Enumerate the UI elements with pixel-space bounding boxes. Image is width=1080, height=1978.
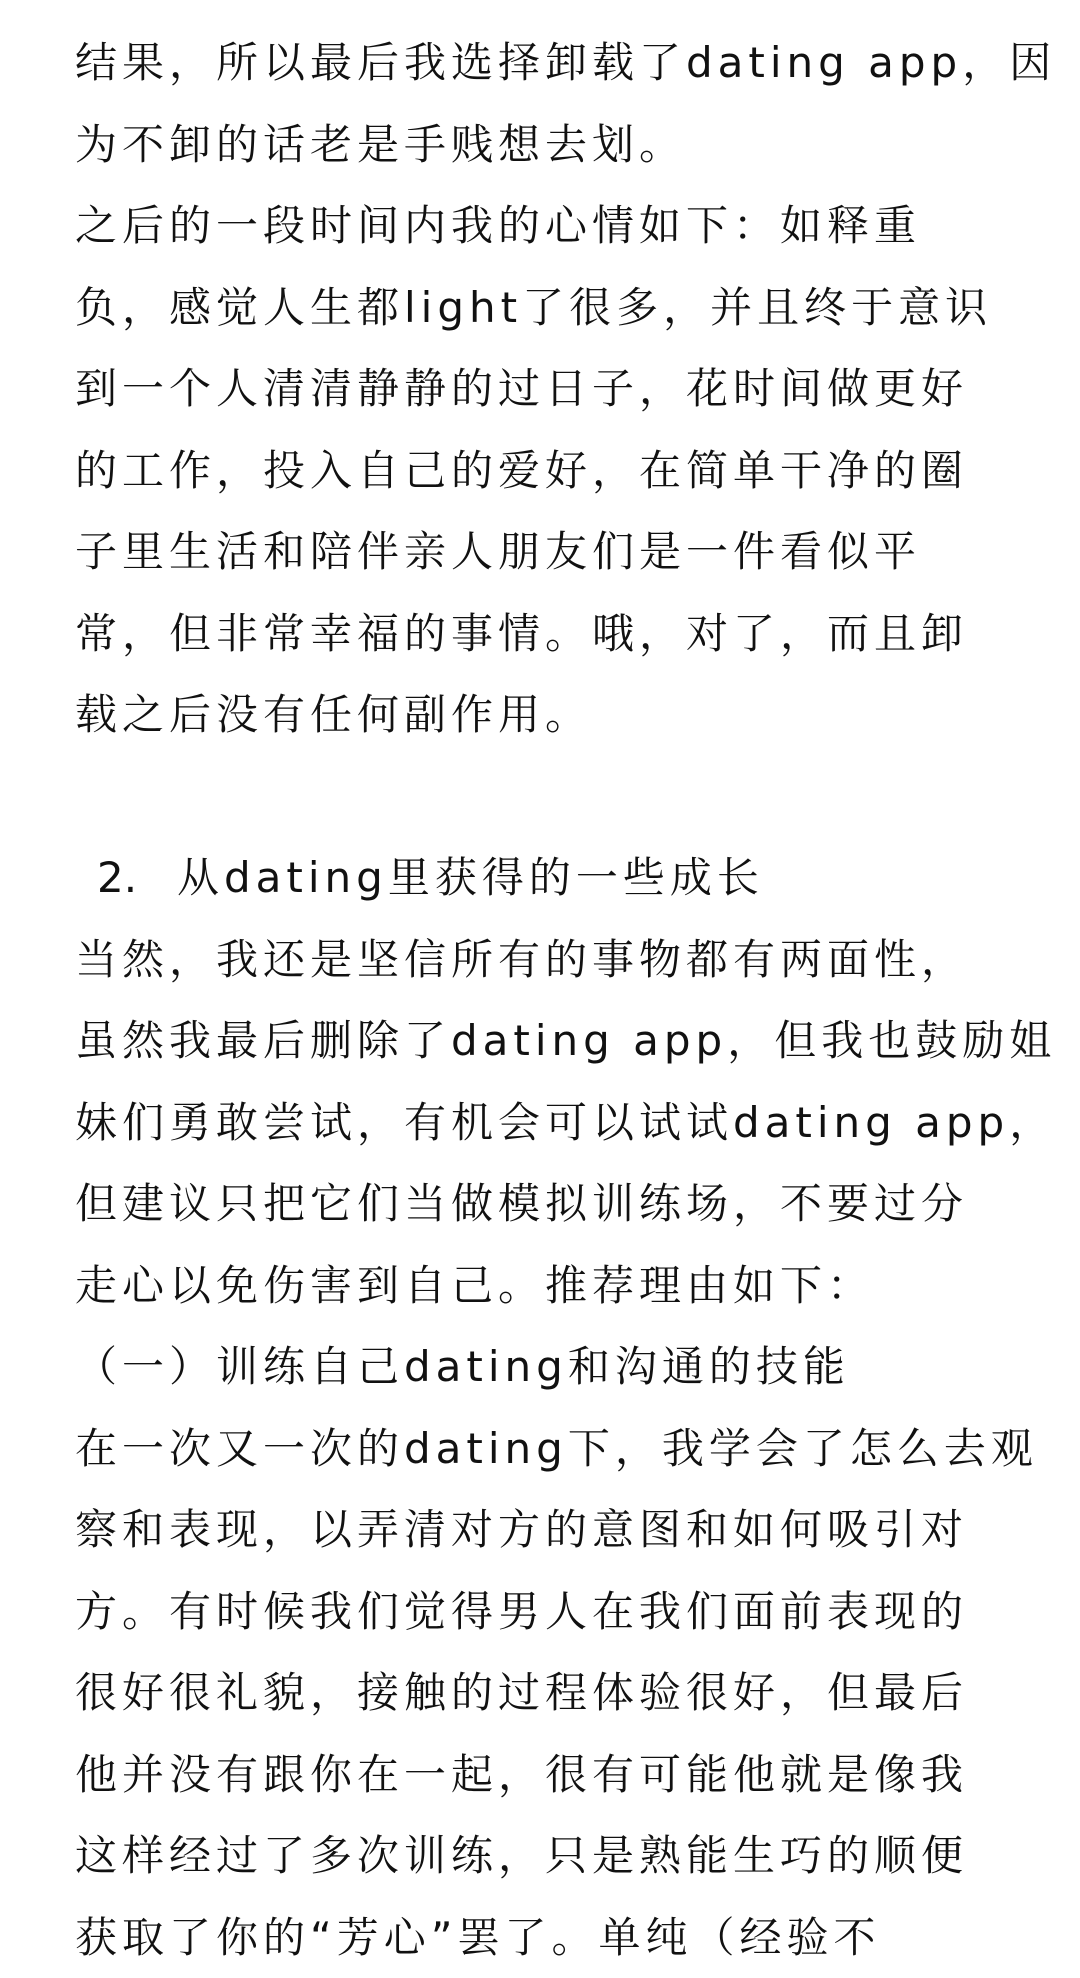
text-line: 当然，我还是坚信所有的事物都有两面性， (75, 919, 1035, 1001)
text-line: 虽然我最后删除了dating app，但我也鼓励姐 (75, 1000, 1035, 1082)
text-line: 他并没有跟你在一起，很有可能他就是像我 (75, 1734, 1035, 1816)
text-line: 但建议只把它们当做模拟训练场，不要过分 (75, 1163, 1035, 1245)
section-title: 从dating里获得的一些成长 (177, 853, 764, 902)
text-line: 之后的一段时间内我的心情如下：如释重 (75, 185, 1035, 267)
text-line: 载之后没有任何副作用。 (75, 674, 1035, 756)
text-line: 到一个人清清静静的过日子，花时间做更好 (75, 348, 1035, 430)
text-line: 常，但非常幸福的事情。哦，对了，而且卸 (75, 593, 1035, 675)
text-line: 的工作，投入自己的爱好，在简单干净的圈 (75, 430, 1035, 512)
text-line: 结果，所以最后我选择卸载了dating app，因 (75, 22, 1035, 104)
text-line: 察和表现，以弄清对方的意图和如何吸引对 (75, 1489, 1035, 1571)
text-line: 负，感觉人生都light了很多，并且终于意识 (75, 267, 1035, 349)
section-heading (75, 837, 1035, 919)
text-line: 很好很礼貌，接触的过程体验很好，但最后 (75, 1652, 1035, 1734)
paragraph-training (75, 1408, 1035, 1978)
paragraph-two-sides (75, 919, 1035, 1327)
subsection-heading: （一）训练自己dating和沟通的技能 (75, 1326, 1035, 1408)
text-line: 妹们勇敢尝试，有机会可以试试dating app， (75, 1082, 1035, 1164)
text-line: 方。有时候我们觉得男人在我们面前表现的 (75, 1571, 1035, 1653)
paragraph-feelings (75, 185, 1035, 756)
paragraph-uninstall-result (75, 22, 1035, 185)
article-body (75, 22, 1035, 1978)
text-line: 这样经过了多次训练，只是熟能生巧的顺便 (75, 1815, 1035, 1897)
blank-line (75, 756, 1035, 838)
text-line: 走心以免伤害到自己。推荐理由如下： (75, 1245, 1035, 1327)
text-line: 为不卸的话老是手贱想去划。 (75, 104, 1035, 186)
section-number: 2. (97, 837, 177, 919)
text-line: 获取了你的“芳心”罢了。单纯（经验不 (75, 1897, 1035, 1978)
text-line: 子里生活和陪伴亲人朋友们是一件看似平 (75, 511, 1035, 593)
text-line: 在一次又一次的dating下，我学会了怎么去观 (75, 1408, 1035, 1490)
